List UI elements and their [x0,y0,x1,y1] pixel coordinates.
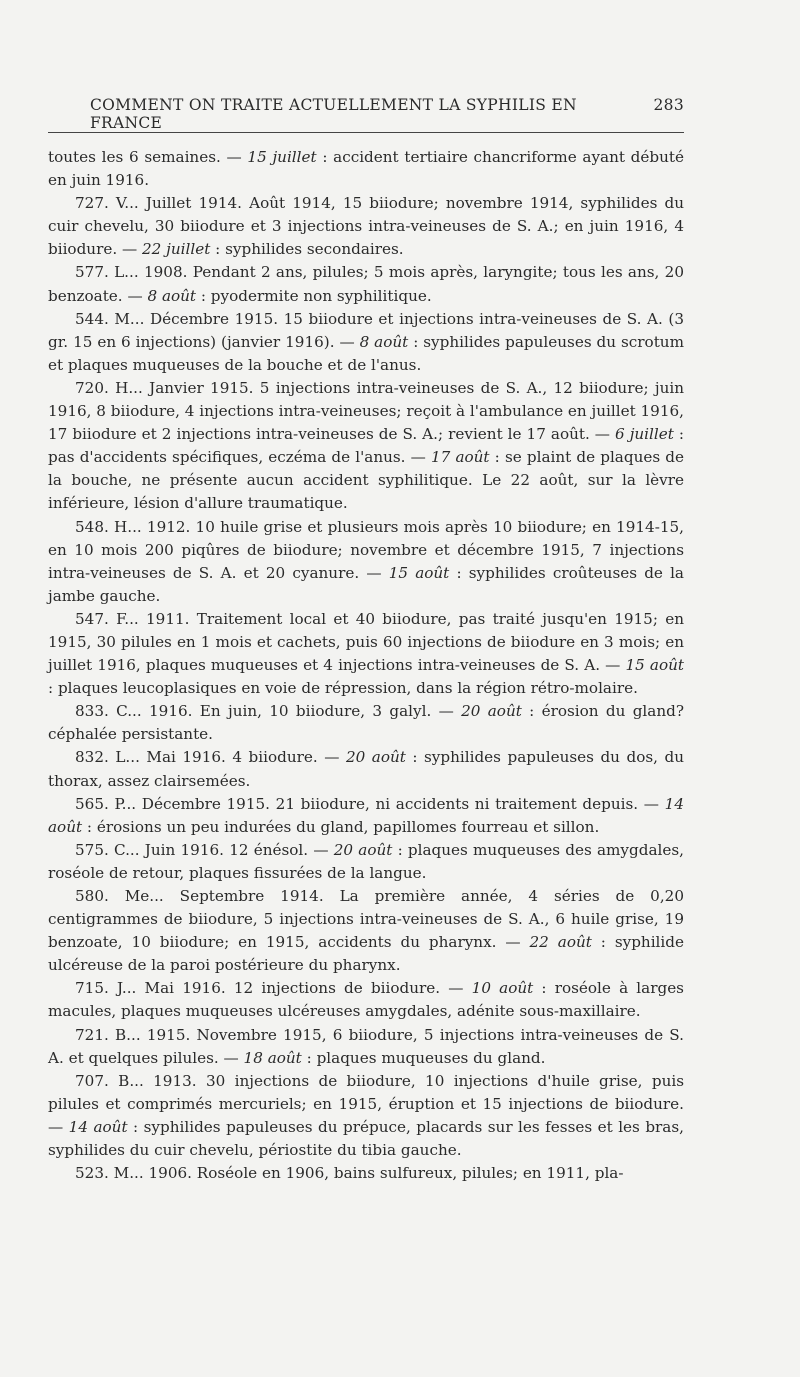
date: 14 août [48,794,684,836]
paragraph: toutes les 6 semaines. — 15 juillet : accident tertiaire chancriforme ayant débuté en juin 1916. [48,148,684,190]
case-entry: 720. H... Janvier 1915. 5 injections intra-veineuses de S. A., 12 biiodure; juin 1916, 8 biiodure, 4 injections intra-veineuses; reçoit à l'ambulance en juillet 1916, 17 biiodure et 2 injections intra-veineuses de S. A.; revient le 17 août. — 6 juillet : pas d'accidents spécifiques, eczéma de l'anus. — 17 août : se plaint de plaques de la bouche, ne présente aucun accident syphilitique. Le 22 août, sur la lèvre inférieure, lésion d'allure traumatique. [48,378,684,513]
date: 20 août [345,748,406,767]
case-entry: 721. B... 1915. Novembre 1915, 6 biiodure, 5 injections intra-veineuses de S. A. et quelques pilules. — 18 août : plaques muqueuses du gland. [48,1025,684,1067]
date: 15 août [388,563,450,582]
case-entry: 727. V... Juillet 1914. Août 1914, 15 biiodure; novembre 1914, syphilides du cuir chevelu, 30 biiodure et 3 injections intra-veineuses de S. A.; en juin 1916, 4 biiodure. — 22 juillet : syphilides secondaires. [48,194,684,259]
date: 8 août [359,332,409,351]
date: 22 juillet [142,240,211,259]
page-number: 283 [653,96,684,114]
running-title: COMMENT ON TRAITE ACTUELLEMENT LA SYPHILIS EN FRANCE [90,96,577,132]
date: 14 août [68,1117,128,1136]
case-entry: 544. M... Décembre 1915. 15 biiodure et injections intra-veineuses de S. A. (3 gr. 15 en 6 injections) (janvier 1916). — 8 août : syphilides papuleuses du scrotum et plaques muqueuses de la bouche et de l'anus. [48,309,684,374]
date: 15 août [625,656,684,675]
date: 15 juillet [247,148,317,166]
date: 8 août [147,286,197,305]
case-entry: 580. Me... Septembre 1914. La première année, 4 séries de 0,20 centigrammes de biiodure, 5 injections intra-veineuses de S. A., 6 huile grise, 19 benzoate, 10 biiodure; en 1915, accidents du pharynx. — 22 août : syphilide ulcéreuse de la paroi postérieure du pharynx. [48,887,684,975]
date: 6 juillet [615,425,674,444]
case-entry: 565. P... Décembre 1915. 21 biiodure, ni accidents ni traitement depuis. — 14 août : érosions un peu indurées du gland, papillomes fourreau et sillon. [48,794,684,836]
date: 22 août [529,933,592,952]
case-entry: 832. L... Mai 1916. 4 biiodure. — 20 août : syphilides papuleuses du dos, du thorax, assez clairsemées. [48,748,684,790]
header-rule [48,132,684,133]
case-entry: 833. C... 1916. En juin, 10 biiodure, 3 galyl. — 20 août : érosion du gland? céphalée persistante. [48,702,684,744]
date: 10 août [471,979,534,998]
case-entry: 548. H... 1912. 10 huile grise et plusieurs mois après 10 biiodure; en 1914-15, en 10 mois 200 piqûres de biiodure; novembre et décembre 1915, 7 injections intra-veineuses de S. A. et 20 cyanure. — 15 août : syphilides croûteuses de la jambe gauche. [48,517,684,605]
case-entry: 547. F... 1911. Traitement local et 40 biiodure, pas traité jusqu'en 1915; en 1915, 30 pilules en 1 mois et cachets, puis 60 injections de biiodure en 3 mois; en juillet 1916, plaques muqueuses et 4 injections intra-veineuses de S. A. — 15 août : plaques leucoplasiques en voie de répression, dans la région rétro-molaire. [48,609,684,698]
case-entry: 575. C... Juin 1916. 12 énésol. — 20 août : plaques muqueuses des amygdales, roséole de retour, plaques fissurées de la langue. [48,840,684,882]
date: 18 août [243,1048,302,1067]
page-body [48,146,684,1185]
date: 17 août [430,448,490,467]
running-header [90,96,684,132]
case-entry: 523. M... 1906. Roséole en 1906, bains sulfureux, pilules; en 1911, pla- [75,1164,624,1183]
case-entry: 715. J... Mai 1916. 12 injections de biiodure. — 10 août : roséole à larges macules, plaques muqueuses ulcéreuses amygdales, adénite sous-maxillaire. [48,979,684,1021]
case-entry: 707. B... 1913. 30 injections de biiodure, 10 injections d'huile grise, puis pilules et comprimés mercuriels; en 1915, éruption et 15 injections de biiodure. — 14 août : syphilides papuleuses du prépuce, placards sur les fesses et les bras, syphilides du cuir chevelu, périostite du tibia gauche. [48,1071,684,1160]
date: 20 août [333,840,393,859]
date: 20 août [461,702,522,721]
case-entry: 577. L... 1908. Pendant 2 ans, pilules; 5 mois après, laryngite; tous les ans, 20 benzoate. — 8 août : pyodermite non syphilitique. [48,263,684,305]
